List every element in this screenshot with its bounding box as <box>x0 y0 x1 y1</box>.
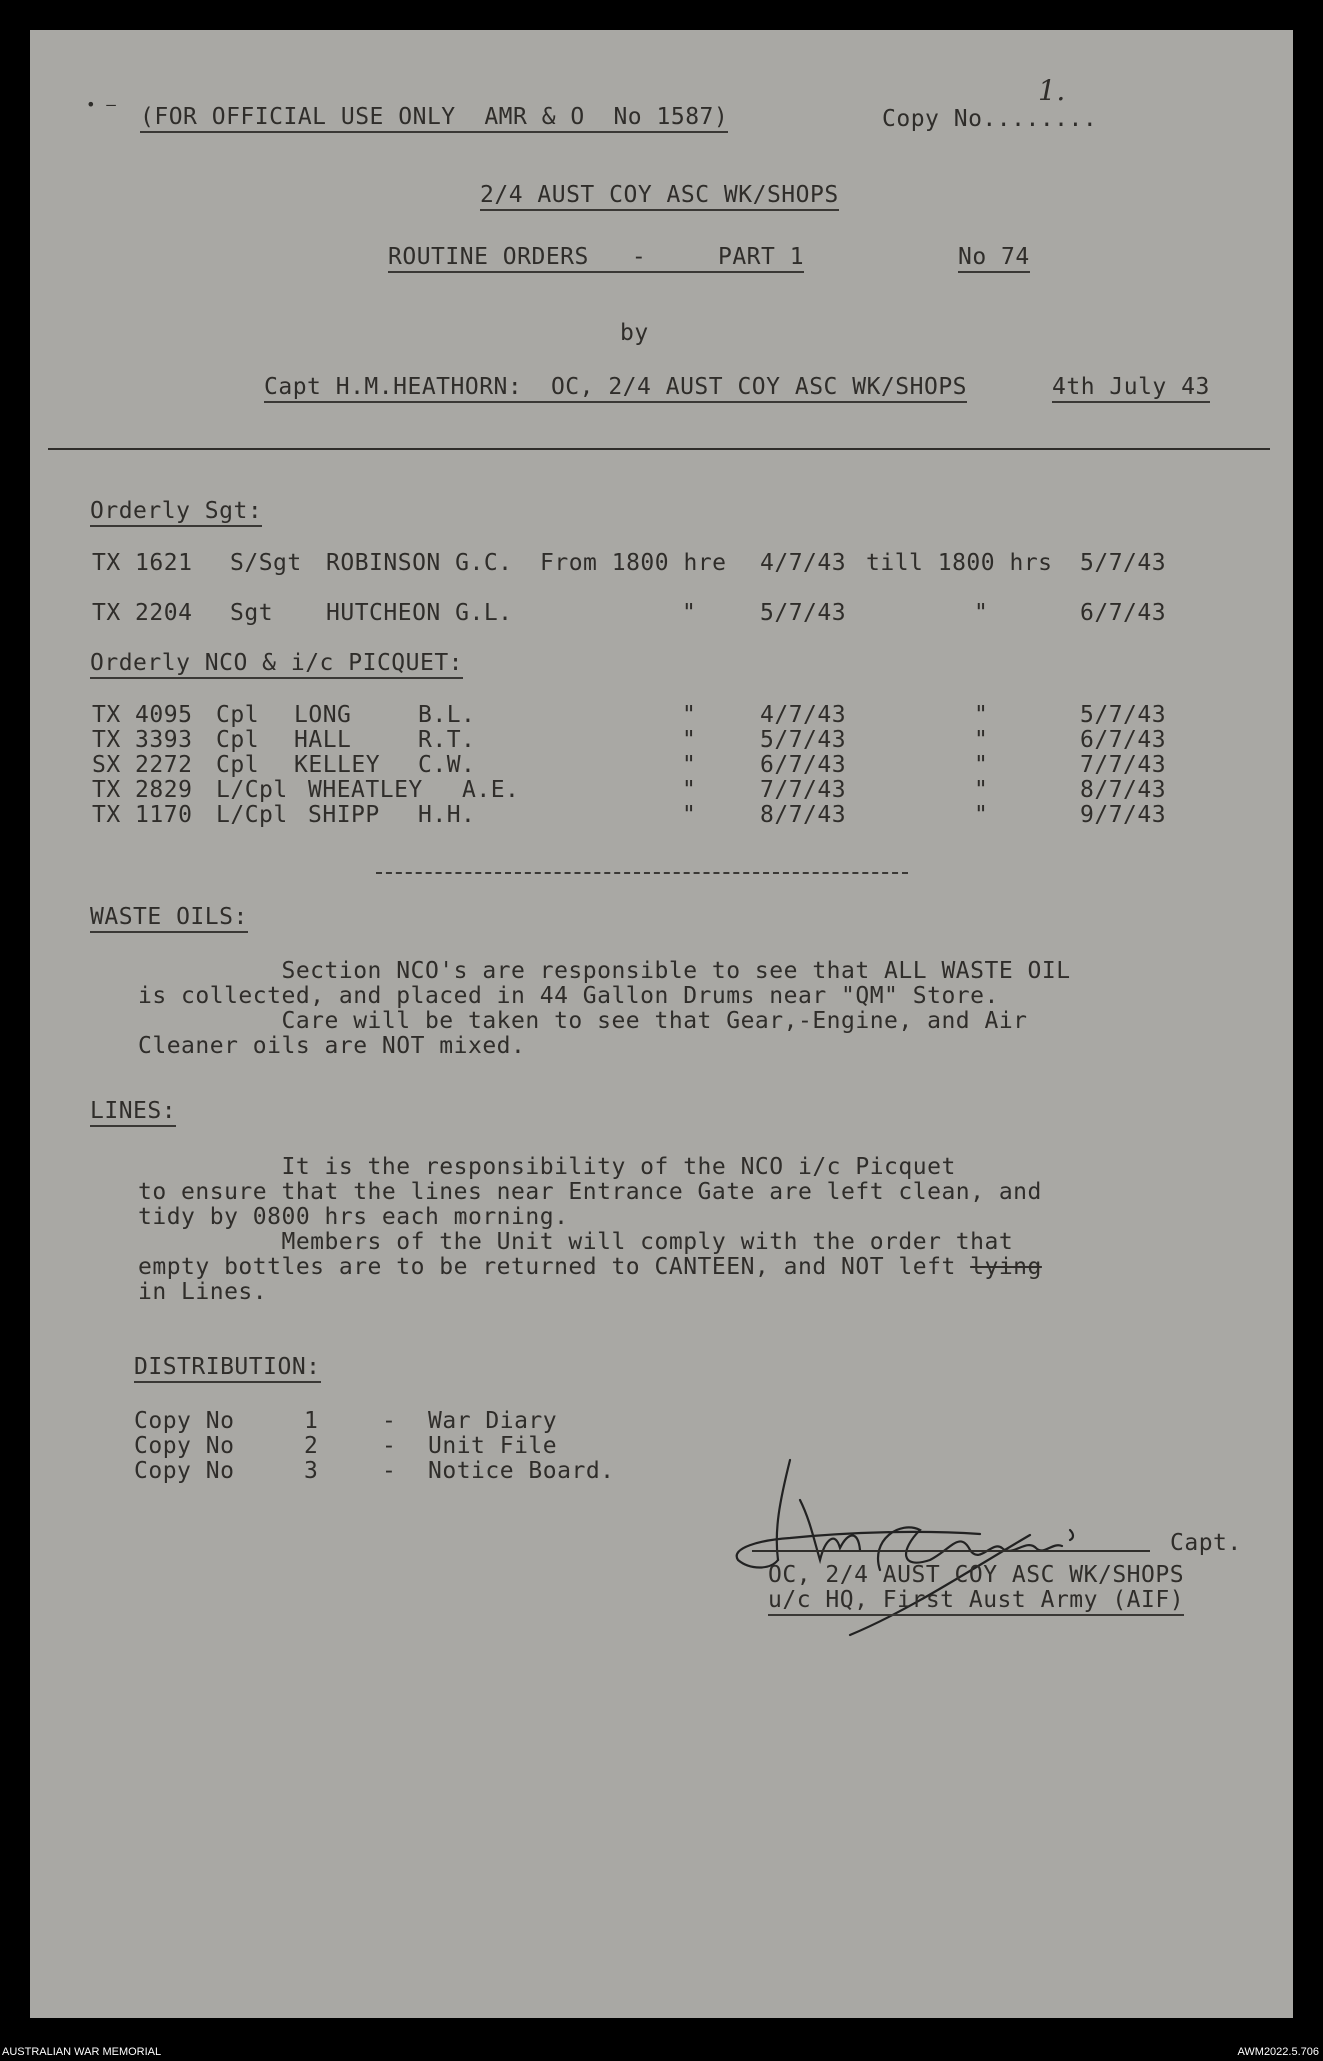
official-use-line <box>140 104 728 130</box>
end-date: 5/7/43 <box>1080 550 1167 576</box>
service-number: TX 1621 <box>92 550 193 576</box>
end-date: 6/7/43 <box>1080 727 1167 753</box>
end-date: 9/7/43 <box>1080 802 1167 828</box>
ditto-mark: " <box>974 777 989 803</box>
signatory-title: OC, 2/4 AUST COY ASC WK/SHOPS <box>768 1562 1185 1588</box>
start-date: 6/7/43 <box>760 752 847 778</box>
service-number: SX 2272 <box>92 752 193 778</box>
section-divider <box>376 872 908 874</box>
signatory-unit: u/c HQ, First Aust Army (AIF) <box>768 1587 1184 1613</box>
service-number: TX 2204 <box>92 600 193 626</box>
name: WHEATLEY <box>308 777 423 803</box>
unit-title: 2/4 AUST COY ASC WK/SHOPS <box>480 182 839 208</box>
by-label: by <box>620 320 649 346</box>
struck-word: lying <box>970 1254 1042 1280</box>
name: HUTCHEON G.L. <box>326 600 513 626</box>
waste-oils-line: Section NCO's are responsible to see that ALL WASTE OIL <box>138 958 1071 984</box>
copy-label: Copy No <box>134 1408 235 1434</box>
ditto-mark: " <box>682 777 697 803</box>
start-date: 4/7/43 <box>760 550 847 576</box>
lines-heading: LINES: <box>90 1098 176 1124</box>
waste-oils-line: is collected, and placed in 44 Gallon Drums near "QM" Store. <box>138 983 999 1009</box>
copy-destination: Unit File <box>428 1433 558 1459</box>
issue-date: 4th July 43 <box>1052 374 1210 400</box>
ditto-mark: " <box>682 727 697 753</box>
start-date: 7/7/43 <box>760 777 847 803</box>
rank: Cpl <box>216 752 260 778</box>
header-rule <box>48 448 1270 450</box>
ditto-mark: " <box>974 802 989 828</box>
end-date: 7/7/43 <box>1080 752 1167 778</box>
ditto-mark: " <box>682 702 697 728</box>
dash: - <box>382 1433 397 1459</box>
order-number: No 74 <box>958 244 1030 270</box>
lines-line: in Lines. <box>138 1279 268 1305</box>
copy-number: 2 <box>304 1433 319 1459</box>
ditto-mark: " <box>974 752 989 778</box>
start-date: 4/7/43 <box>760 702 847 728</box>
margin-mark: • ‒ <box>86 95 117 114</box>
ditto-mark: " <box>682 802 697 828</box>
ditto-mark: " <box>974 727 989 753</box>
service-number: TX 4095 <box>92 702 193 728</box>
dash: - <box>382 1458 397 1484</box>
rank: Cpl <box>216 702 260 728</box>
rank: S/Sgt <box>230 550 302 576</box>
routine-orders-title: ROUTINE ORDERS - PART 1 <box>388 244 804 270</box>
initials: B.L. <box>418 702 476 728</box>
archive-reference: AWM2022.5.706 <box>1237 2046 1319 2058</box>
end-date: 6/7/43 <box>1080 600 1167 626</box>
orderly-nco-heading: Orderly NCO & i/c PICQUET: <box>90 650 463 676</box>
ditto-mark: " <box>974 702 989 728</box>
start-date: 5/7/43 <box>760 600 847 626</box>
signatory-rank: Capt. <box>1170 1530 1242 1556</box>
waste-oils-line: Cleaner oils are NOT mixed. <box>138 1033 526 1059</box>
waste-oils-heading: WASTE OILS: <box>90 904 248 930</box>
document-page <box>30 30 1293 2018</box>
start-date: 8/7/43 <box>760 802 847 828</box>
handwritten-signature <box>730 1420 1150 1660</box>
lines-line: Members of the Unit will comply with the order that <box>138 1229 1014 1255</box>
issuing-officer: Capt H.M.HEATHORN: OC, 2/4 AUST COY ASC WK/SHOPS <box>264 374 967 400</box>
till-time: till 1800 hrs <box>866 550 1053 576</box>
lines-line: to ensure that the lines near Entrance Gate are left clean, and <box>138 1179 1042 1205</box>
copy-number-handwritten: 1. <box>1038 74 1066 107</box>
initials: A.E. <box>462 777 520 803</box>
distribution-heading: DISTRIBUTION: <box>134 1354 321 1380</box>
official-use-text: (FOR OFFICIAL USE ONLY AMR & O No 1587) <box>140 104 728 133</box>
ditto-mark: " <box>682 600 697 626</box>
ditto-mark: " <box>974 600 989 626</box>
rank: Cpl <box>216 727 260 753</box>
name: KELLEY <box>294 752 381 778</box>
rank: L/Cpl <box>216 802 288 828</box>
name: ROBINSON G.C. <box>326 550 513 576</box>
ditto-mark: " <box>682 752 697 778</box>
copy-label: Copy No <box>134 1458 235 1484</box>
name: HALL <box>294 727 352 753</box>
lines-line: tidy by 0800 hrs each morning. <box>138 1204 569 1230</box>
service-number: TX 3393 <box>92 727 193 753</box>
lines-line: It is the responsibility of the NCO i/c Picquet <box>138 1154 956 1180</box>
signature-line <box>752 1550 1150 1552</box>
copy-number-label: Copy No........ <box>882 106 1098 132</box>
initials: C.W. <box>418 752 476 778</box>
initials: R.T. <box>418 727 476 753</box>
rank: Sgt <box>230 600 274 626</box>
lines-line-with-strike: empty bottles are to be returned to CANTEEN, and NOT left lying <box>138 1254 1042 1280</box>
from-time: From 1800 hre <box>540 550 727 576</box>
start-date: 5/7/43 <box>760 727 847 753</box>
initials: H.H. <box>418 802 476 828</box>
name: SHIPP <box>308 802 380 828</box>
end-date: 8/7/43 <box>1080 777 1167 803</box>
service-number: TX 1170 <box>92 802 193 828</box>
copy-destination: Notice Board. <box>428 1458 615 1484</box>
service-number: TX 2829 <box>92 777 193 803</box>
copy-number: 1 <box>304 1408 319 1434</box>
copy-label: Copy No <box>134 1433 235 1459</box>
copy-number: 3 <box>304 1458 319 1484</box>
archive-credit: AUSTRALIAN WAR MEMORIAL <box>2 2046 162 2058</box>
name: LONG <box>294 702 352 728</box>
orderly-sgt-heading: Orderly Sgt: <box>90 498 262 524</box>
dash: - <box>382 1408 397 1434</box>
rank: L/Cpl <box>216 777 288 803</box>
end-date: 5/7/43 <box>1080 702 1167 728</box>
copy-destination: War Diary <box>428 1408 558 1434</box>
waste-oils-line: Care will be taken to see that Gear,-Engine, and Air <box>138 1008 1028 1034</box>
